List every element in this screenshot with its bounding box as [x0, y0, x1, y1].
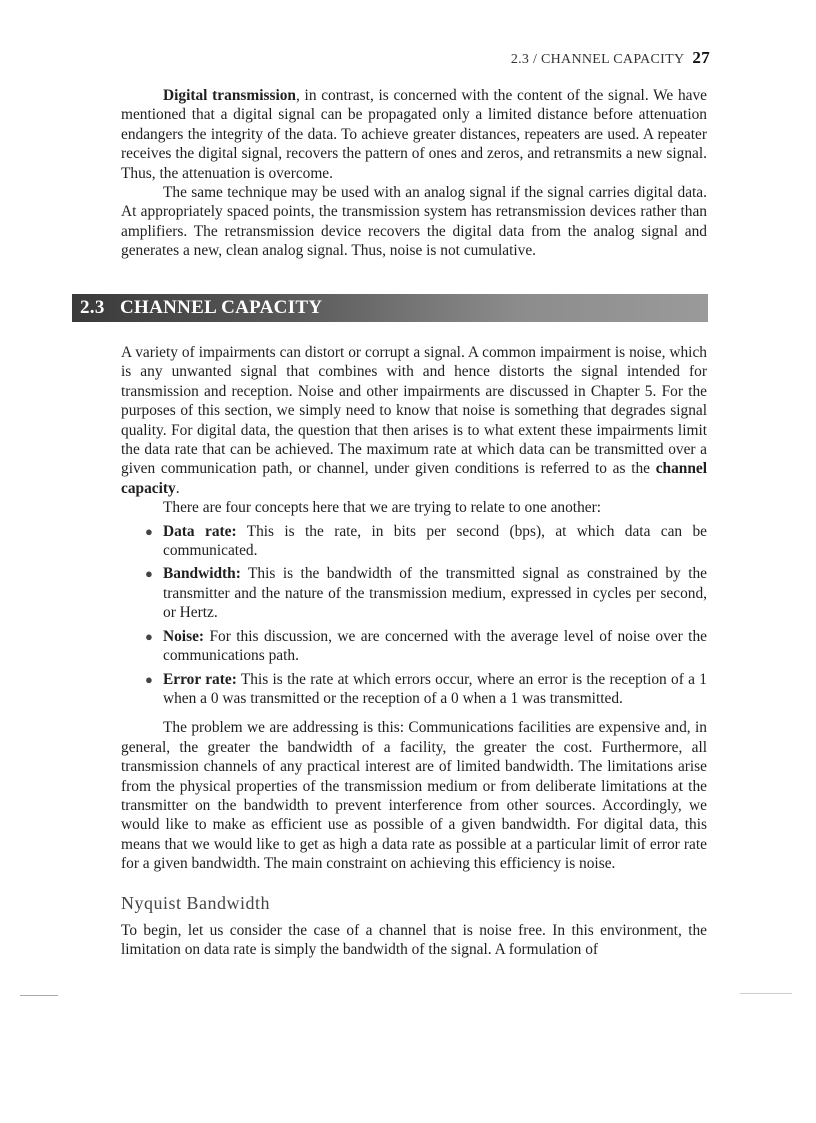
paragraph-digital-transmission	[121, 86, 707, 183]
paragraph-four-concepts: There are four concepts here that we are trying to relate to one another:	[163, 499, 601, 517]
list-term: Error rate:	[163, 670, 237, 688]
intro-text	[121, 86, 707, 261]
list-term: Noise:	[163, 627, 205, 645]
paragraph-end: .	[175, 479, 180, 497]
list-text: This is the rate at which errors occur, where an error is the reception of a 1 when a 0 was transmitted or the reception of a 0 when a 1 was transmitted.	[163, 670, 708, 707]
bullet-icon: ●	[145, 671, 153, 687]
list-item	[145, 522, 707, 561]
section-heading-bar	[72, 294, 708, 322]
list-item	[145, 564, 707, 622]
scan-mark	[740, 993, 792, 994]
subsection-heading: Nyquist Bandwidth	[121, 892, 271, 913]
running-head	[511, 48, 710, 68]
paragraph-problem: The problem we are addressing is this: Communications facilities are expensive and, in general, the greater the bandwidth of a facility, the greater the cost. Furthermore, all transmission channels of any practical interest are of limited bandwidth. The limitations arise from the physical properties of the transmission medium or from deliberate limitations at the transmitter on the bandwidth to prevent interference from other sources. Accordingly, we would like to make as efficient use as possible of a given bandwidth. For digital data, this means that we would like to get as high a data rate as possible at a particular limit of error rate for a given bandwidth. The main constraint on achieving this efficiency is noise.	[121, 719, 707, 873]
page-number: 27	[692, 48, 710, 67]
running-title: 2.3 / CHANNEL CAPACITY	[510, 52, 685, 67]
paragraph-nyquist: To begin, let us consider the case of a channel that is noise free. In this environment, the limitation on data rate is simply the bandwidth of the signal. A formulation of	[121, 921, 707, 959]
list-term: Bandwidth:	[163, 565, 241, 583]
section-title: CHANNEL CAPACITY	[120, 297, 323, 318]
term-digital-transmission: Digital transmission	[163, 87, 296, 104]
list-term: Data rate:	[163, 522, 237, 540]
bullet-icon: ●	[145, 566, 153, 582]
section-number: 2.3	[80, 297, 105, 318]
paragraph-text: A variety of impairments can distort or corrupt a signal. A common impairment is noise, which is any unwanted signal that combines with and hence distorts the signal intended for transmission and reception. Noise and other impairments are discussed in Chapter 5. For the purposes of this section, we simply need to know that noise is something that degrades signal quality. For digital data, the question that then arises is to what extent these impairments limit the data rate that can be achieved. The maximum rate at which data can be transmitted over a given communication path, or channel, under given conditions is referred to as the	[121, 344, 707, 478]
term-channel-capacity: channel capacity	[121, 460, 707, 497]
list-text: This is the bandwidth of the transmitted signal as constrained by the transmitter and the nature of the transmission medium, expressed in cycles per second, or Hertz.	[163, 565, 707, 622]
paragraph-text: , in contrast, is concerned with the content of the signal. We have mentioned that a digital signal can be propagated only a limited distance before attenuation endangers the integrity of the data. To achieve greater distances, repeaters are used. A repeater receives the digital signal, recovers the pattern of ones and zeros, and retransmits a new signal. Thus, the attenuation is overcome.	[121, 87, 707, 182]
section-body	[121, 343, 707, 960]
list-item	[145, 670, 708, 709]
scan-mark	[20, 995, 58, 996]
list-text: For this discussion, we are concerned with the average level of noise over the communications path.	[163, 627, 707, 665]
list-item	[145, 627, 707, 666]
list-text: This is the rate, in bits per second (bps), at which data can be communicated.	[163, 522, 707, 560]
paragraph-analog-repeat: The same technique may be used with an analog signal if the signal carries digital data. At appropriately spaced points, the transmission system has retransmission devices rather than amplifiers. The retransmission device recovers the digital data from the analog signal and generates a new, clean analog signal. Thus, noise is not cumulative.	[121, 184, 707, 260]
concept-list	[121, 522, 707, 709]
paragraph-impairments	[121, 343, 707, 498]
bullet-icon: ●	[145, 628, 153, 644]
bullet-icon: ●	[145, 523, 153, 539]
